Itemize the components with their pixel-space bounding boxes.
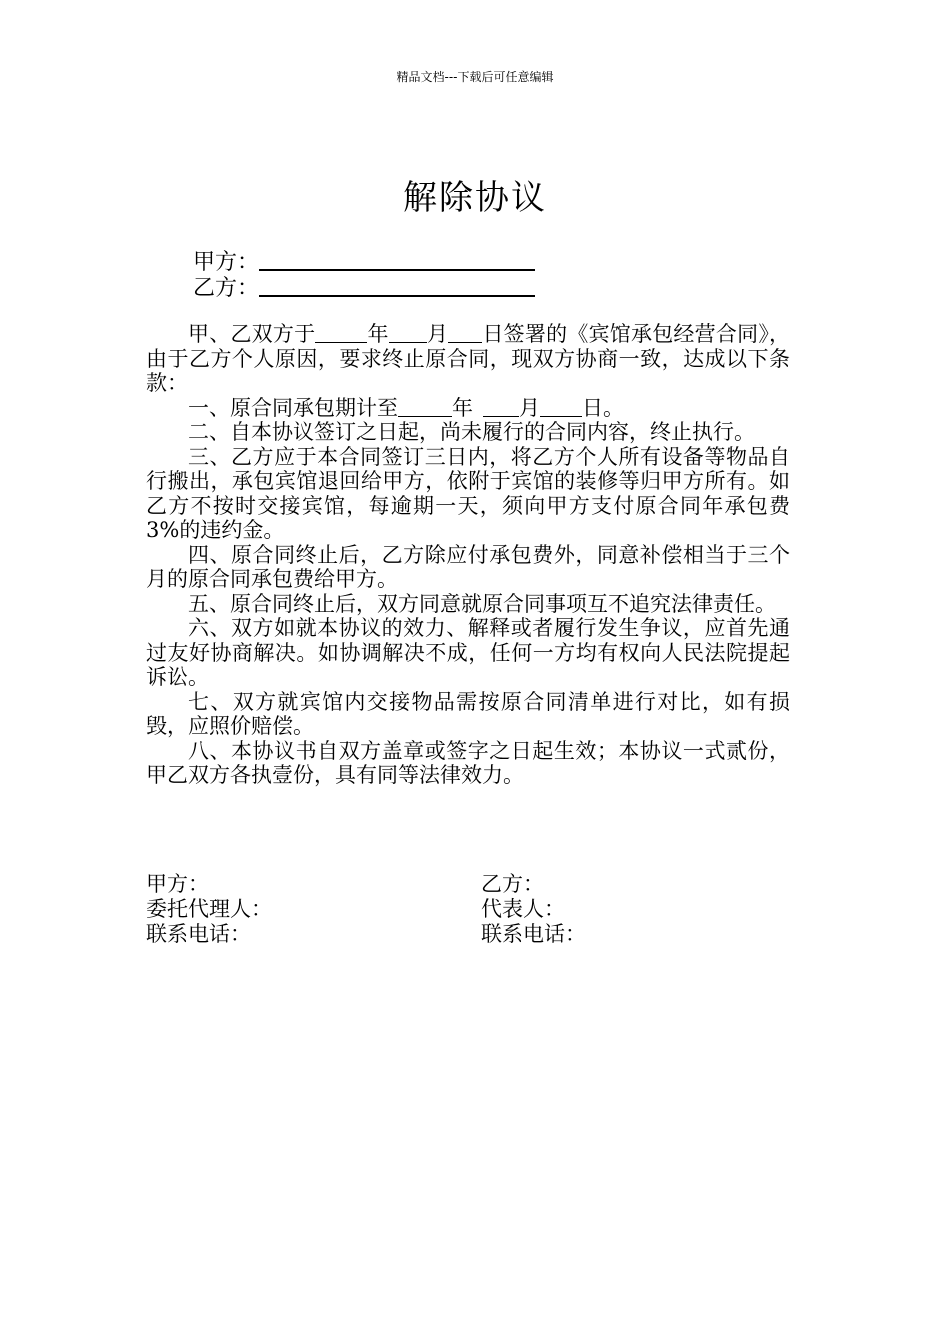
clause-1-day-blank xyxy=(540,398,582,417)
party-a-blank xyxy=(259,249,535,271)
intro-text-4: 日签署的《宾馆承包经营合同》，由于乙方个人原因，要求终止原合同，现双方协商一致，达成以下条款： xyxy=(146,322,791,395)
intro-text-2: 年 xyxy=(367,322,389,346)
signature-row xyxy=(146,872,790,897)
clause-1-text-2: 年 xyxy=(452,395,473,420)
clause-7: 七、双方就宾馆内交接物品需按原合同清单进行对比，如有损毁，应照价赔偿。 xyxy=(146,689,790,738)
party-a-line xyxy=(193,249,535,275)
party-lines xyxy=(193,249,535,301)
party-b-label: 乙方： xyxy=(193,276,260,301)
signature-row xyxy=(146,922,790,947)
party-b-sign-label: 乙方： xyxy=(481,872,544,896)
clause-8: 八、本协议书自双方盖章或签字之日起生效；本协议一式贰份，甲乙双方各执壹份，具有同等法律效力。 xyxy=(146,738,790,787)
clause-1-text-4: 日。 xyxy=(582,395,624,420)
clause-6: 六、双方如就本协议的效力、解释或者履行发生争议，应首先通过友好协商解决。如协调解决不成，任何一方均有权向人民法院提起诉讼。 xyxy=(146,616,790,689)
party-a-sign-label: 甲方： xyxy=(146,872,209,896)
party-b-phone-label: 联系电话： xyxy=(481,922,586,946)
party-b-blank xyxy=(259,275,535,297)
day-blank xyxy=(448,324,482,343)
agent-label: 委托代理人： xyxy=(146,897,272,921)
representative-label: 代表人： xyxy=(481,897,565,921)
intro-paragraph xyxy=(146,322,790,396)
header-note: 精品文档---下载后可任意编辑 xyxy=(396,70,554,84)
clause-1-month-blank xyxy=(483,398,519,417)
party-b-line xyxy=(193,275,535,301)
clause-1-text-1: 一、原合同承包期计至 xyxy=(188,395,398,420)
clause-1 xyxy=(146,396,790,421)
agreement-body xyxy=(146,322,790,788)
year-blank xyxy=(315,324,367,343)
document-title: 解除协议 xyxy=(403,178,547,218)
signature-row xyxy=(146,897,790,922)
clause-3: 三、乙方应于本合同签订三日内，将乙方个人所有设备等物品自行搬出，承包宾馆退回给甲方，依附于宾馆的装修等归甲方所有。如乙方不按时交接宾馆，每逾期一天，须向甲方支付原合同年承包费 3%的违约金。 xyxy=(146,444,790,542)
clause-1-text-3: 月 xyxy=(519,395,540,420)
clause-2: 二、自本协议签订之日起，尚未履行的合同内容，终止执行。 xyxy=(188,420,755,444)
month-blank xyxy=(389,324,427,343)
clause-4: 四、原合同终止后，乙方除应付承包费外，同意补偿相当于三个月的原合同承包费给甲方。 xyxy=(146,542,790,591)
intro-text-1: 甲、乙双方于 xyxy=(188,322,316,346)
clause-5: 五、原合同终止后，双方同意就原合同事项互不追究法律责任。 xyxy=(188,591,776,616)
party-a-phone-label: 联系电话： xyxy=(146,922,251,946)
clause-1-year-blank xyxy=(398,398,452,417)
signature-block xyxy=(146,872,790,947)
intro-text-3: 月 xyxy=(426,322,449,346)
party-a-label: 甲方： xyxy=(193,250,260,275)
